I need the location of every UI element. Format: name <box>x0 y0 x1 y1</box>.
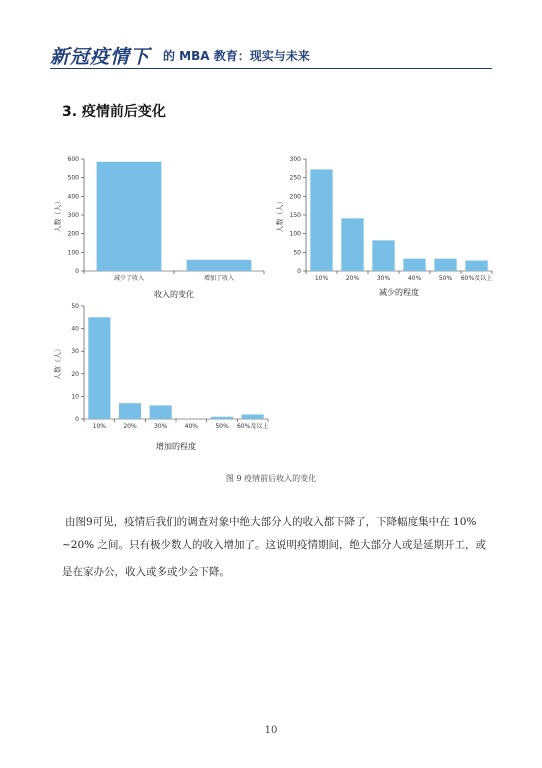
x-tick-label: 60%及以上 <box>236 423 269 430</box>
x-tick-label: 40% <box>407 275 422 282</box>
x-tick-label: 20% <box>123 423 137 430</box>
x-tick-label: 40% <box>184 423 199 430</box>
bar <box>242 414 264 419</box>
y-tick-label: 600 <box>67 156 79 163</box>
x-tick-label: 60%及以上 <box>460 275 493 282</box>
x-tick-label: 20% <box>345 275 360 282</box>
chart-decrease-degree-svg <box>272 150 502 305</box>
x-tick-label: 10% <box>92 423 107 430</box>
paragraph-line-2: ~20% 之间。只有极少数人的收入增加了。这说明疫情期间，绝大部分人或是延期开工，或 <box>62 539 486 551</box>
x-tick-label: 减少了收入 <box>113 275 145 282</box>
bar <box>310 169 332 271</box>
bar <box>187 260 252 271</box>
x-tick-label: 10% <box>314 275 329 282</box>
x-axis-title: 增加的程度 <box>156 442 196 451</box>
y-axis-title: 人数（人） <box>54 345 62 380</box>
bar <box>465 261 487 271</box>
bar <box>403 259 425 271</box>
bar <box>341 218 363 271</box>
y-tick-label: 300 <box>67 212 79 219</box>
chart-increase-degree <box>50 298 275 458</box>
y-tick-label: 250 <box>289 174 301 182</box>
y-tick-label: 200 <box>67 230 79 238</box>
bar <box>434 259 456 271</box>
bar <box>211 417 233 419</box>
chart-increase-degree-svg <box>50 298 275 458</box>
y-tick-label: 20 <box>71 370 79 378</box>
paragraph-line-3: 是在家办公，收入或多或少会下降。 <box>62 566 230 578</box>
bar <box>88 317 110 419</box>
x-tick-label: 30% <box>376 275 391 282</box>
y-tick-label: 50 <box>71 303 79 310</box>
y-tick-label: 0 <box>75 268 79 275</box>
y-tick-label: 300 <box>289 156 301 163</box>
chart-income-change-svg <box>50 150 270 305</box>
paragraph-line-1: 由图9可见，疫情后我们的调查对象中绝大部分人的收入都下降了，下降幅度集中在 10% <box>65 516 477 528</box>
y-axis-title: 人数（人） <box>54 197 62 233</box>
y-axis-title: 人数（人） <box>276 197 284 233</box>
header-divider <box>50 68 492 69</box>
y-tick-label: 50 <box>293 249 301 257</box>
y-tick-label: 40 <box>71 325 79 333</box>
header-subtitle: 的 MBA 教育：现实与未来 <box>163 49 310 63</box>
y-tick-label: 150 <box>289 212 301 219</box>
y-tick-label: 400 <box>67 193 79 201</box>
page-number: 10 <box>264 725 278 736</box>
bar <box>97 162 162 271</box>
figure-caption: 图 9 疫情前后收入的变化 <box>225 474 317 483</box>
x-tick-label: 50% <box>215 423 229 430</box>
y-tick-label: 0 <box>75 416 79 423</box>
section-title: 3. 疫情前后变化 <box>62 104 166 120</box>
y-tick-label: 500 <box>67 174 79 182</box>
x-tick-label: 增加了收入 <box>203 275 235 282</box>
y-tick-label: 10 <box>71 393 79 401</box>
x-tick-label: 50% <box>438 275 453 282</box>
bar <box>372 240 394 271</box>
chart-decrease-degree <box>272 150 502 305</box>
y-tick-label: 100 <box>289 230 301 238</box>
y-tick-label: 100 <box>67 249 79 257</box>
x-axis-title: 减少的程度 <box>379 288 419 297</box>
y-tick-label: 0 <box>297 268 301 275</box>
header-brand: 新冠疫情下 <box>50 46 151 68</box>
y-tick-label: 30 <box>71 348 79 356</box>
x-tick-label: 30% <box>153 423 168 430</box>
chart-income-change <box>50 150 270 305</box>
x-axis-title: 收入的变化 <box>154 290 194 299</box>
y-tick-label: 200 <box>289 193 301 201</box>
bar <box>150 405 172 419</box>
bar <box>119 403 141 419</box>
